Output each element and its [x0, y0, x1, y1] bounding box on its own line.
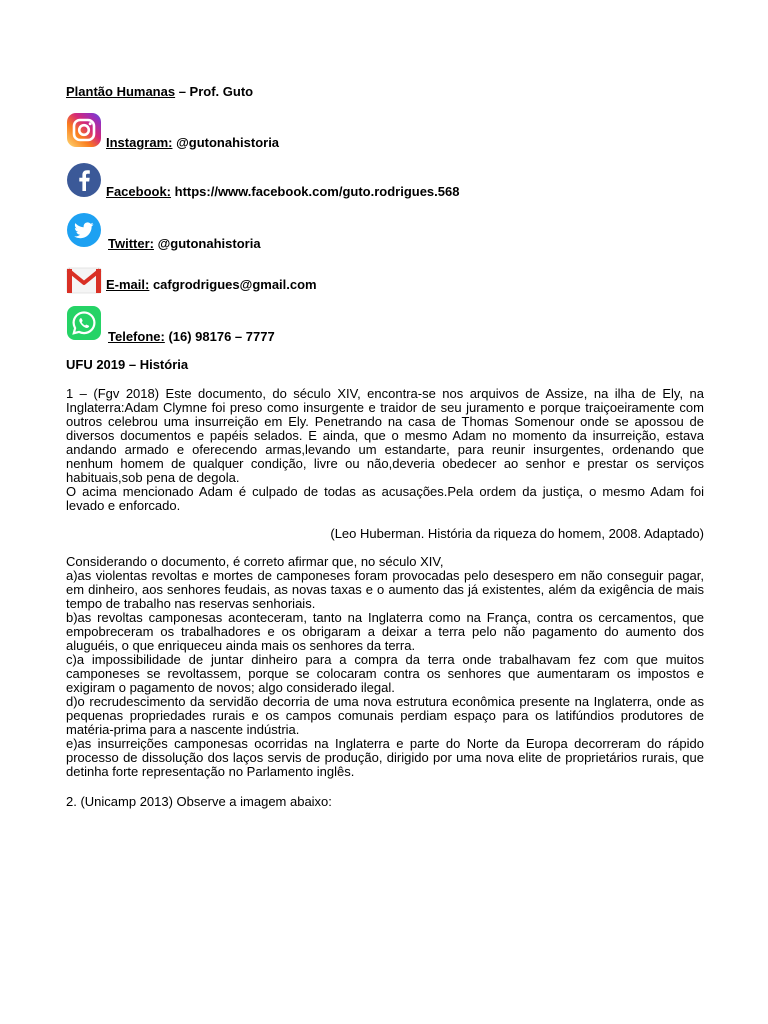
facebook-label: Facebook: [106, 184, 172, 199]
facebook-url[interactable]: https://www.facebook.com/guto.rodrigues.568 [171, 184, 460, 199]
whatsapp-icon [66, 305, 102, 341]
question-1-source: (Leo Huberman. História da riqueza do homem, 2008. Adaptado) [330, 526, 704, 541]
question-1-conclusion: O acima mencionado Adam é culpado de todas as acusações.Pela ordem da justiça, o mesmo Adam foi levado e enforcado. [66, 484, 704, 513]
contact-phone [66, 305, 706, 345]
option-a: a)as violentas revoltas e mortes de camponeses foram provocadas pelo desespero em não conseguir pagar, em dinheiro, aos senhores feudais, as novas taxas e o aumento das já existentes, além da exigência de mais tempo de trabalho nas reservas senhoriais. [66, 568, 704, 611]
question-1-intro: 1 – (Fgv 2018) Este documento, do século XIV, encontra-se nos arquivos de Assize, na ilha de Ely, na Inglaterra:Adam Clymne foi preso como insurgente e traidor de seu juramento e porque traiçoeiramente com outros celebrou uma insurreição em Ely. Penetrando na casa de Thomas Somenour onde se apossou de diversos documentos e papéis selados. E ainda, que o mesmo Adam no momento da insurreição, estava andando armado e oferecendo armas,levando um estandarte, para reunir insurgentes, ordenando que nenhum homem de qualquer condição, livre ou não,deveria obedecer ao senhor e prestar os serviços habituais,sob pena de degola. [66, 386, 704, 485]
gmail-icon [66, 262, 102, 298]
twitter-icon [66, 212, 102, 248]
facebook-icon [66, 162, 102, 198]
course-title: Plantão Humanas [66, 84, 176, 99]
document-header [66, 85, 253, 99]
contact-email [66, 262, 706, 302]
question-1-text [66, 387, 704, 513]
option-c: c)a impossibilidade de juntar dinheiro para a compra da terra onde trabalhavam fez com que muitos camponeses se revoltassem, porque se colocaram contra os senhores que aumentaram os impostos e exigiram o pagamento de novos; algo considerado ilegal. [66, 652, 704, 695]
question-1-prompt: Considerando o documento, é correto afirmar que, no século XIV, [66, 554, 444, 569]
contact-facebook [66, 162, 706, 202]
option-e: e)as insurreições camponesas ocorridas na Inglaterra e parte do Norte da Europa decorreram do rápido processo de dissolução dos laços servis de produção, dirigido por uma nova elite de proprietários rurais, que detinha forte representação no Parlamento inglês. [66, 736, 704, 779]
phone-number[interactable]: (16) 98176 – 7777 [164, 329, 275, 344]
contact-twitter [66, 212, 706, 252]
option-b: b)as revoltas camponesas aconteceram, tanto na Inglaterra como na França, contra os cercamentos, que empobreceram os trabalhadores e os obrigaram a deixar a terra pelo não pagamento do aumento dos aluguéis, o que enriqueceu ainda mais os senhores da terra. [66, 610, 704, 653]
email-text [106, 278, 317, 292]
author-name: – Prof. Guto [175, 84, 254, 99]
question-2-intro: 2. (Unicamp 2013) Observe a imagem abaixo: [66, 794, 332, 809]
phone-label: Telefone: [108, 329, 165, 344]
facebook-text [106, 185, 459, 199]
contact-instagram [66, 112, 706, 152]
section-title: UFU 2019 – História [66, 357, 189, 372]
twitter-handle[interactable]: @gutonahistoria [153, 236, 261, 251]
twitter-text [108, 237, 261, 251]
instagram-handle[interactable]: @gutonahistoria [172, 135, 280, 150]
phone-text [108, 330, 275, 344]
option-d: d)o recrudescimento da servidão decorria de uma nova estrutura econômica presente na Inglaterra, onde as pequenas propriedades rurais e os campos comunais perdiam espaço para os latifúndios produtores de matéria-prima para a nascente indústria. [66, 694, 704, 737]
instagram-label: Instagram: [106, 135, 173, 150]
twitter-label: Twitter: [108, 236, 154, 251]
instagram-icon [66, 112, 102, 148]
email-address[interactable]: cafgrodrigues@gmail.com [149, 277, 317, 292]
instagram-text [106, 136, 279, 150]
question-1-options [66, 555, 704, 779]
email-label: E-mail: [106, 277, 150, 292]
